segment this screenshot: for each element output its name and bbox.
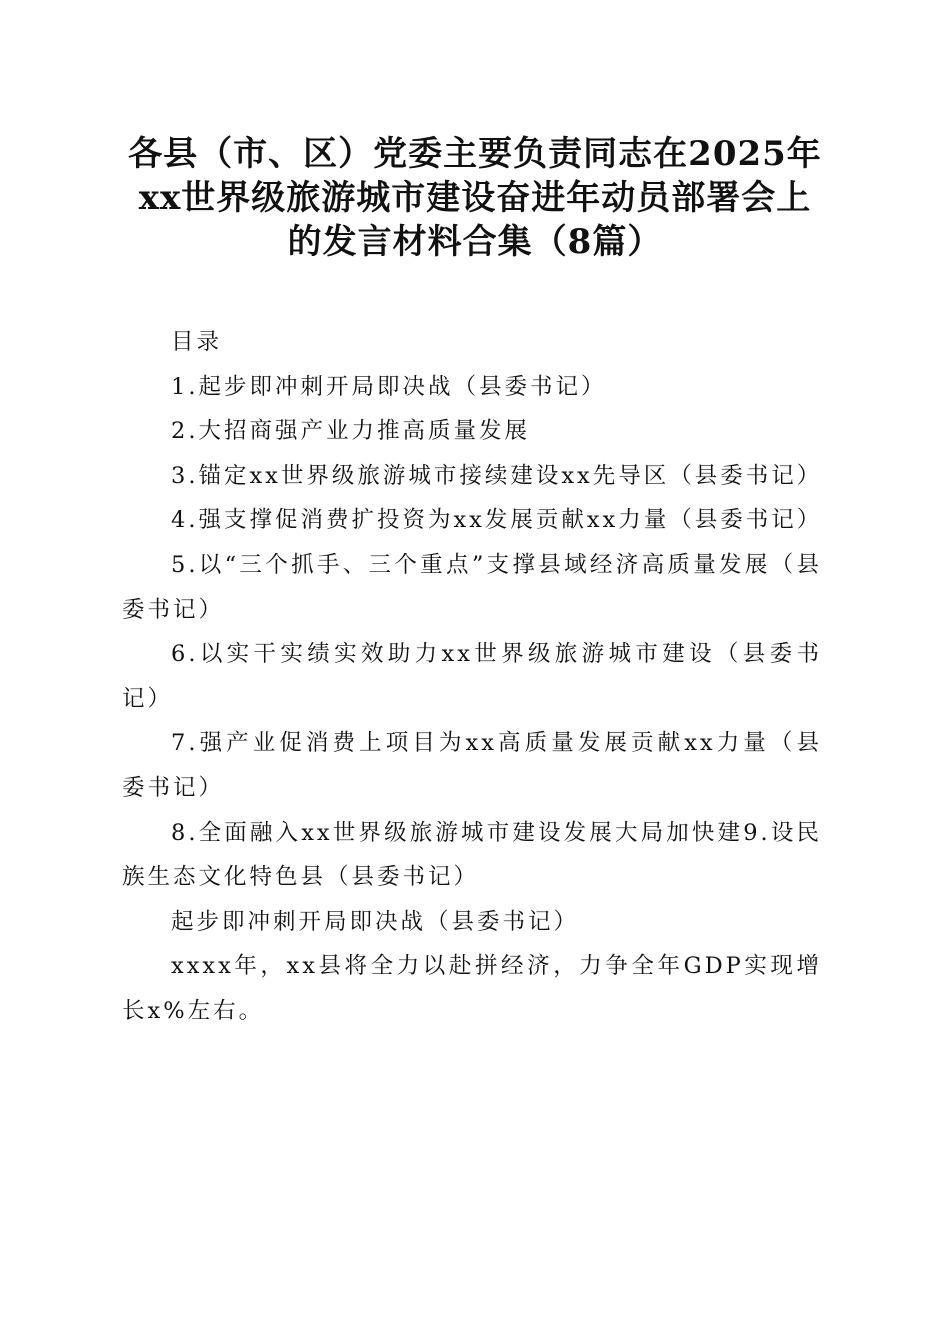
document-body (122, 320, 822, 1034)
toc-item-7: 7.强产业促消费上项目为xx高质量发展贡献xx力量（县委书记） (122, 730, 822, 801)
toc-item-5: 5.以“三个抓手、三个重点”支撑县域经济高质量发展（县委书记） (122, 551, 822, 623)
toc-item-2: 2.大招商强产业力推高质量发展 (171, 418, 530, 445)
toc-item-4: 4.强支撑促消费扩投资为xx发展贡献xx力量（县委书记） (171, 507, 823, 534)
title-line-1: 各县（市、区）党委主要负责同志在2025年 (128, 134, 822, 174)
toc-item-1: 1.起步即冲刺开局即决战（县委书记） (171, 373, 607, 400)
toc-heading: 目录 (171, 329, 223, 355)
section-heading: 起步即冲刺开局即决战（县委书记） (171, 908, 580, 935)
toc-item-6: 6.以实干实绩实效助力xx世界级旅游城市建设（县委书记） (122, 641, 822, 712)
title-line-2: xx世界级旅游城市建设奋进年动员部署会上 (138, 178, 812, 218)
section-paragraph: xxxx年，xx县将全力以赴拼经济，力争全年GDP实现增长x%左右。 (122, 953, 822, 1024)
document-title (120, 132, 830, 264)
title-line-3: 的发言材料合集（8篇） (287, 222, 663, 262)
toc-item-8: 8.全面融入xx世界级旅游城市建设发展大局加快建9.设民族生态文化特色县（县委书记） (122, 819, 822, 891)
toc-item-3: 3.锚定xx世界级旅游城市接续建设xx先导区（县委书记） (171, 462, 823, 489)
